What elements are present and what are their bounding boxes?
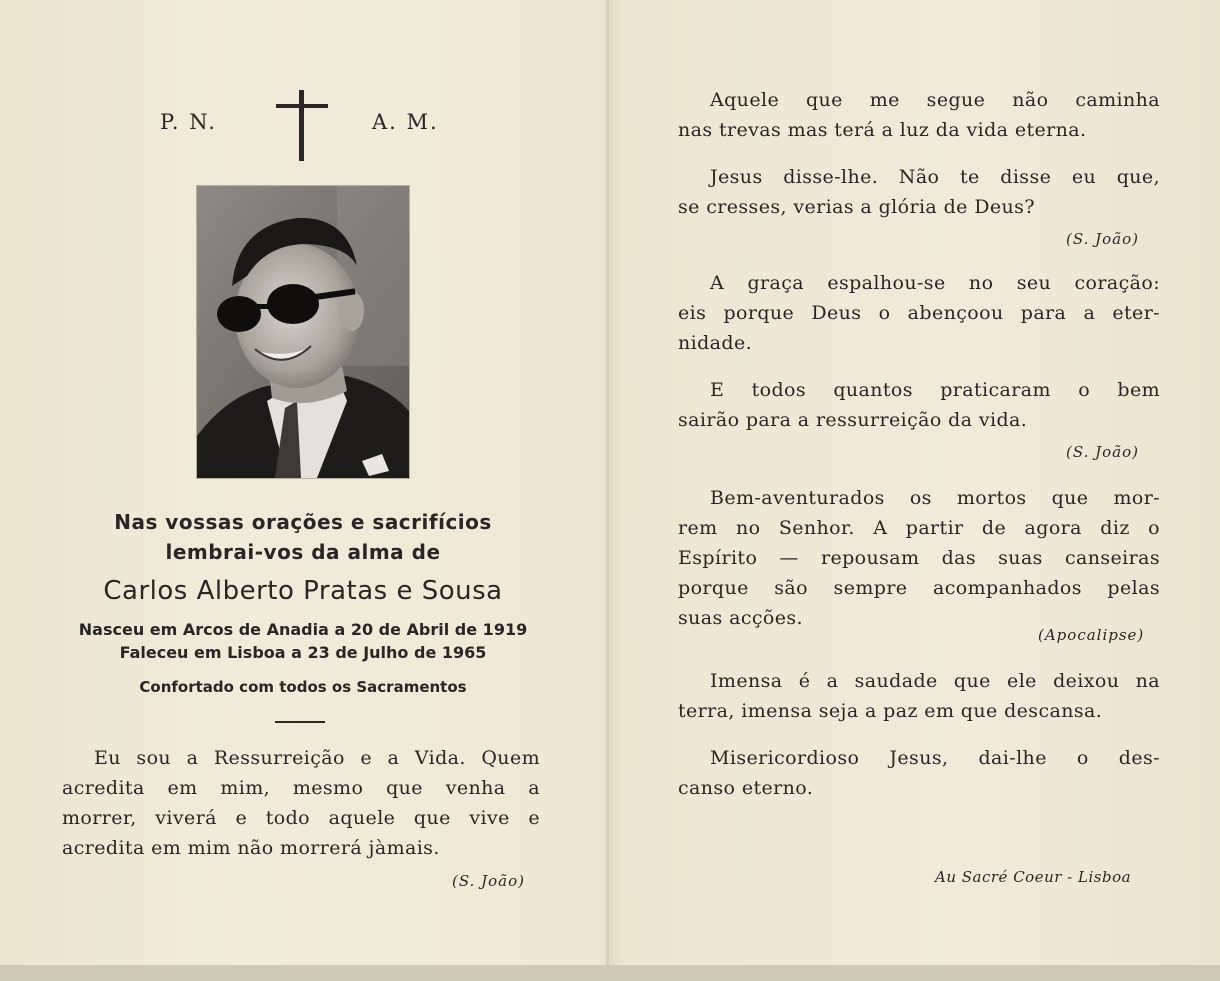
verse-1 xyxy=(678,85,1160,145)
verse-line: eis porque Deus o abençoou para a eter- xyxy=(678,302,1160,324)
verse-line: acredita em mim, mesmo que venha a xyxy=(62,777,540,799)
cross-icon xyxy=(272,88,332,163)
deceased-name: Carlos Alberto Pratas e Sousa xyxy=(103,576,503,606)
prayer-line-1: Nas vossas orações e sacrifícios xyxy=(114,510,492,534)
citation-1: (S. João) xyxy=(1066,230,1139,248)
citation-2: (S. João) xyxy=(1066,443,1139,461)
verse-line: morrer, viverá e todo aquele que vive e xyxy=(62,807,540,829)
printer-credit: Au Sacré Coeur - Lisboa xyxy=(935,868,1132,886)
left-panel xyxy=(0,0,606,965)
verse-line: Bem-aventurados os mortos que mor- xyxy=(710,487,1160,509)
verse-line: Aquele que me segue não caminha xyxy=(710,89,1160,111)
left-verse xyxy=(62,743,540,863)
right-panel xyxy=(610,0,1220,965)
prayer-line-2: lembrai-vos da alma de xyxy=(165,540,441,564)
birth-info: Nasceu em Arcos de Anadia a 20 de Abril de 1919 xyxy=(78,620,528,639)
verse-line: se cresses, verias a glória de Deus? xyxy=(678,196,1035,218)
death-info: Faleceu em Lisboa a 23 de Julho de 1965 xyxy=(119,643,487,662)
divider-line xyxy=(275,721,325,723)
verse-line: Misericordioso Jesus, dai-lhe o des- xyxy=(710,747,1160,769)
verse-line: suas acções. xyxy=(678,607,803,629)
initials-left: P. N. xyxy=(160,110,217,134)
card-bottom-edge xyxy=(0,965,1220,981)
verse-line: E todos quantos praticaram o bem xyxy=(710,379,1160,401)
verse-line: canso eterno. xyxy=(678,777,814,799)
initials-right: A. M. xyxy=(372,110,439,134)
verse-2 xyxy=(678,162,1160,222)
verse-line: nas trevas mas terá a luz da vida eterna. xyxy=(678,119,1087,141)
verse-line: A graça espalhou-se no seu coração: xyxy=(710,272,1160,294)
verse-line: rem no Senhor. A partir de agora diz o xyxy=(678,517,1160,539)
verse-line: sairão para a ressurreição da vida. xyxy=(678,409,1028,431)
verse-4 xyxy=(678,375,1160,435)
verse-line: Jesus disse-lhe. Não te disse eu que, xyxy=(710,166,1160,188)
verse-line: Eu sou a Ressurreição e a Vida. Quem xyxy=(94,747,540,769)
verse-line: nidade. xyxy=(678,332,753,354)
citation-3: (Apocalipse) xyxy=(1038,626,1145,644)
verse-7 xyxy=(678,743,1160,803)
portrait-image xyxy=(197,186,409,478)
sacraments-note: Confortado com todos os Sacramentos xyxy=(139,678,467,696)
verse-5 xyxy=(678,483,1160,633)
verse-line: acredita em mim não morrerá jàmais. xyxy=(62,837,440,859)
verse-line: Imensa é a saudade que ele deixou na xyxy=(710,670,1160,692)
verse-line: terra, imensa seja a paz em que descansa. xyxy=(678,700,1103,722)
verse-6 xyxy=(678,666,1160,726)
left-verse-citation: (S. João) xyxy=(452,872,525,890)
verse-3 xyxy=(678,268,1160,358)
verse-line: porque são sempre acompanhados pelas xyxy=(678,577,1160,599)
verse-line: Espírito — repousam das suas canseiras xyxy=(678,547,1160,569)
portrait-photo xyxy=(197,186,409,478)
